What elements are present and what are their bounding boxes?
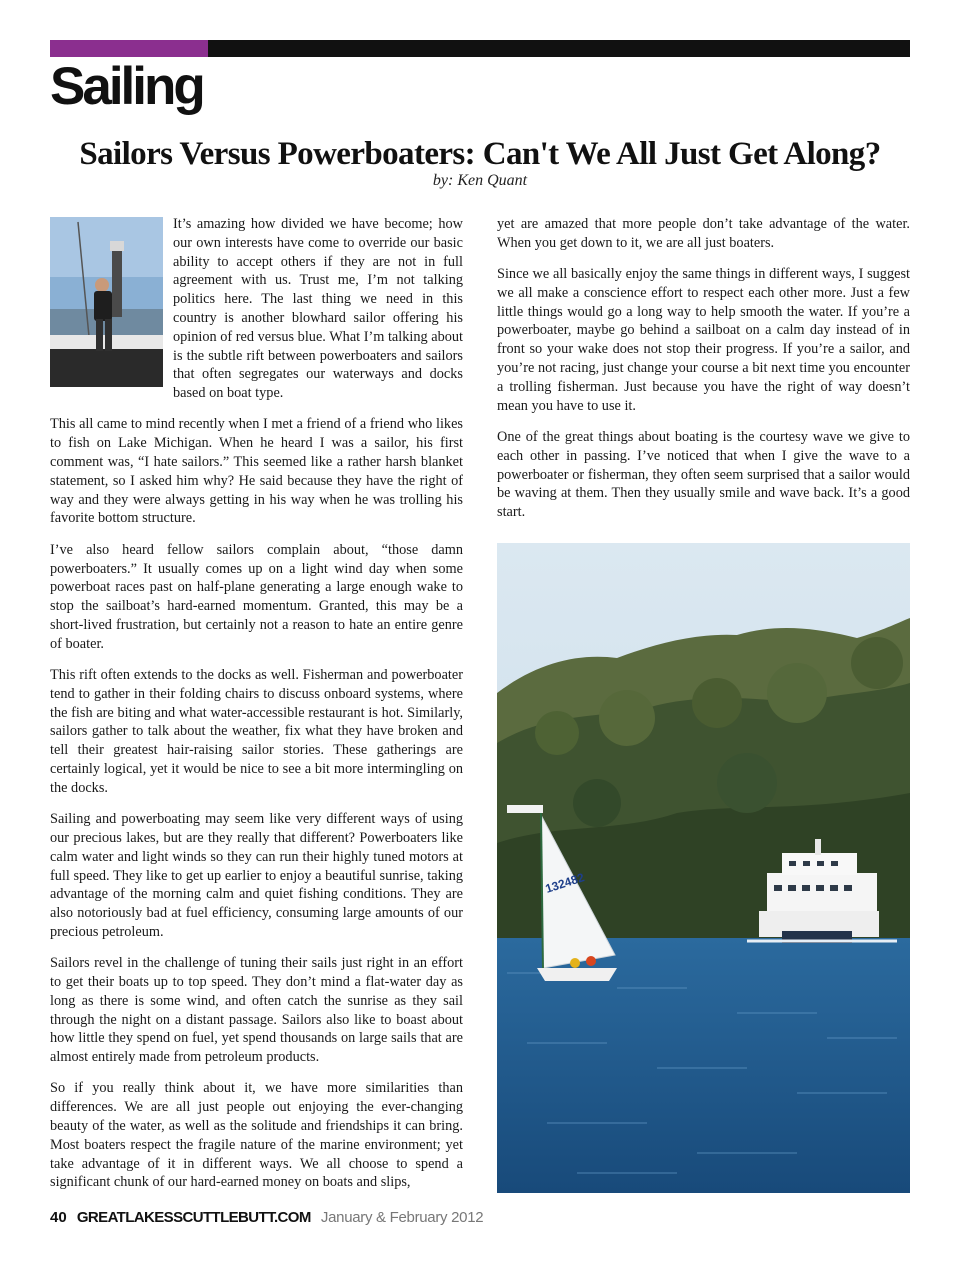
section-title: Sailing [50, 57, 203, 116]
article-column-left [50, 215, 463, 1200]
issue-date: January & February 2012 [320, 1209, 484, 1226]
sail-number: 132482 [543, 870, 587, 896]
paragraph: Since we all basically enjoy the same things in different ways, I suggest we all make a conscience effort to respect each other more. Just a few little things would go a long way to help smooth the water. If you’re a powerboater, maybe go behind a sailboat on a calm day instead of in front so your wake does not stop their progress. If you’re a sailor, and you’re not racing, just change your course a bit next time you encounter a trolling fisherman. Just because you have the right of way doesn’t mean you have to use it. [497, 266, 910, 414]
article-byline: by: Ken Quant [432, 172, 528, 189]
paragraph: One of the great things about boating is the courtesy wave we give to each other in passing. I’ve noticed that when I give the wave to a powerboater or fisherman, they often seem surprised that a sailor would be waving at them. Then they usually smile and wave back. It’s a good start. [497, 428, 910, 521]
paragraph: So if you really think about it, we have more similarities than differences. We are all just people out enjoying the ever-changing beauty of the water, as well as the solitude and friendships it can bring. Most boaters respect the fragile nature of the marine environment; yet take advantage of it in different ways. We all choose to spend a significant chunk of our hard-earned money on boats and slips, [50, 1080, 463, 1191]
paragraph: Sailing and powerboating may seem like very different ways of using our precious lakes, but are they really that different? Powerboaters like calm water and light winds so they can run their highly tuned motors at full speed. They like to get up earlier to enjoy a beautiful sunrise, taking advantage of the morning calm and quiet fishing conditions. They are also notoriously bad at fuel efficiency, consuming large amounts of our precious petroleum. [50, 811, 463, 940]
paragraph: I’ve also heard fellow sailors complain about, “those damn powerboaters.” It usually comes up on a light wind day when some powerboat races past on half-plane generating a large enough wake to stop the sailboat’s hard-earned momentum. Granted, this may be a short-lived frustration, but certainly not a reason to hate an entire genre of boater. [50, 541, 463, 652]
author-photo [50, 217, 163, 387]
publication-site: GREATLAKESSCUTTLEBUTT.COM [76, 1209, 311, 1226]
header-rule-accent [50, 40, 208, 57]
paragraph: This all came to mind recently when I met a friend of a friend who likes to fish on Lake Michigan. When he heard I was a sailor, his first comment was, “I hate sailors.” This seemed like a rather harsh blanket statement, so I asked him why? He said because they have the right of way and they were always getting in his way when he was trolling his favorite bottom structure. [50, 416, 463, 527]
article-column-right [497, 215, 910, 535]
paragraph: It’s amazing how divided we have become; how our own interests have come to override our basic ability to accept others if they are not in full agreement with us. Trust me, I’m not talking politics here. The last thing we need in this country is another blowhard sailor offering his opinion of red versus blue. What I’m talking about is the subtle rift between powerboaters and sailors that often segregates our waterways and docks based on boat type. [173, 216, 463, 402]
page-footer [50, 1209, 483, 1226]
paragraph: Sailors revel in the challenge of tuning their sails just right in an effort to get their boats up to top speed. They don’t mind a flat-water day as long as there is some wind, and often catch the sunrise as they sail through the night on a distant passage. Sailors also like to boast about how little they spend on fuel, yet spend thousands on large sails that are almost entirely made from petroleum products. [50, 955, 463, 1066]
paragraph: This rift often extends to the docks as well. Fisherman and powerboater tend to gather in their folding chairs to discuss onboard systems, where the fish are biting and what water-accessible restaurant is hot. Similarly, sailors gather to talk about the weather, fix what they have broken and tell their greatest hair-raising sailor stories. These gatherings are certainly logical, yet it would be nice to see a bit more intermingling on the docks. [50, 667, 463, 796]
paragraph: yet are amazed that more people don’t take advantage of the water. When you get down to it, we are all just boaters. [497, 216, 910, 251]
sailboat-photo [497, 543, 910, 1193]
page-number: 40 [50, 1209, 67, 1226]
article-title: Sailors Versus Powerboaters: Can't We All Just Get Along? [79, 136, 881, 172]
header-rule [50, 40, 910, 57]
